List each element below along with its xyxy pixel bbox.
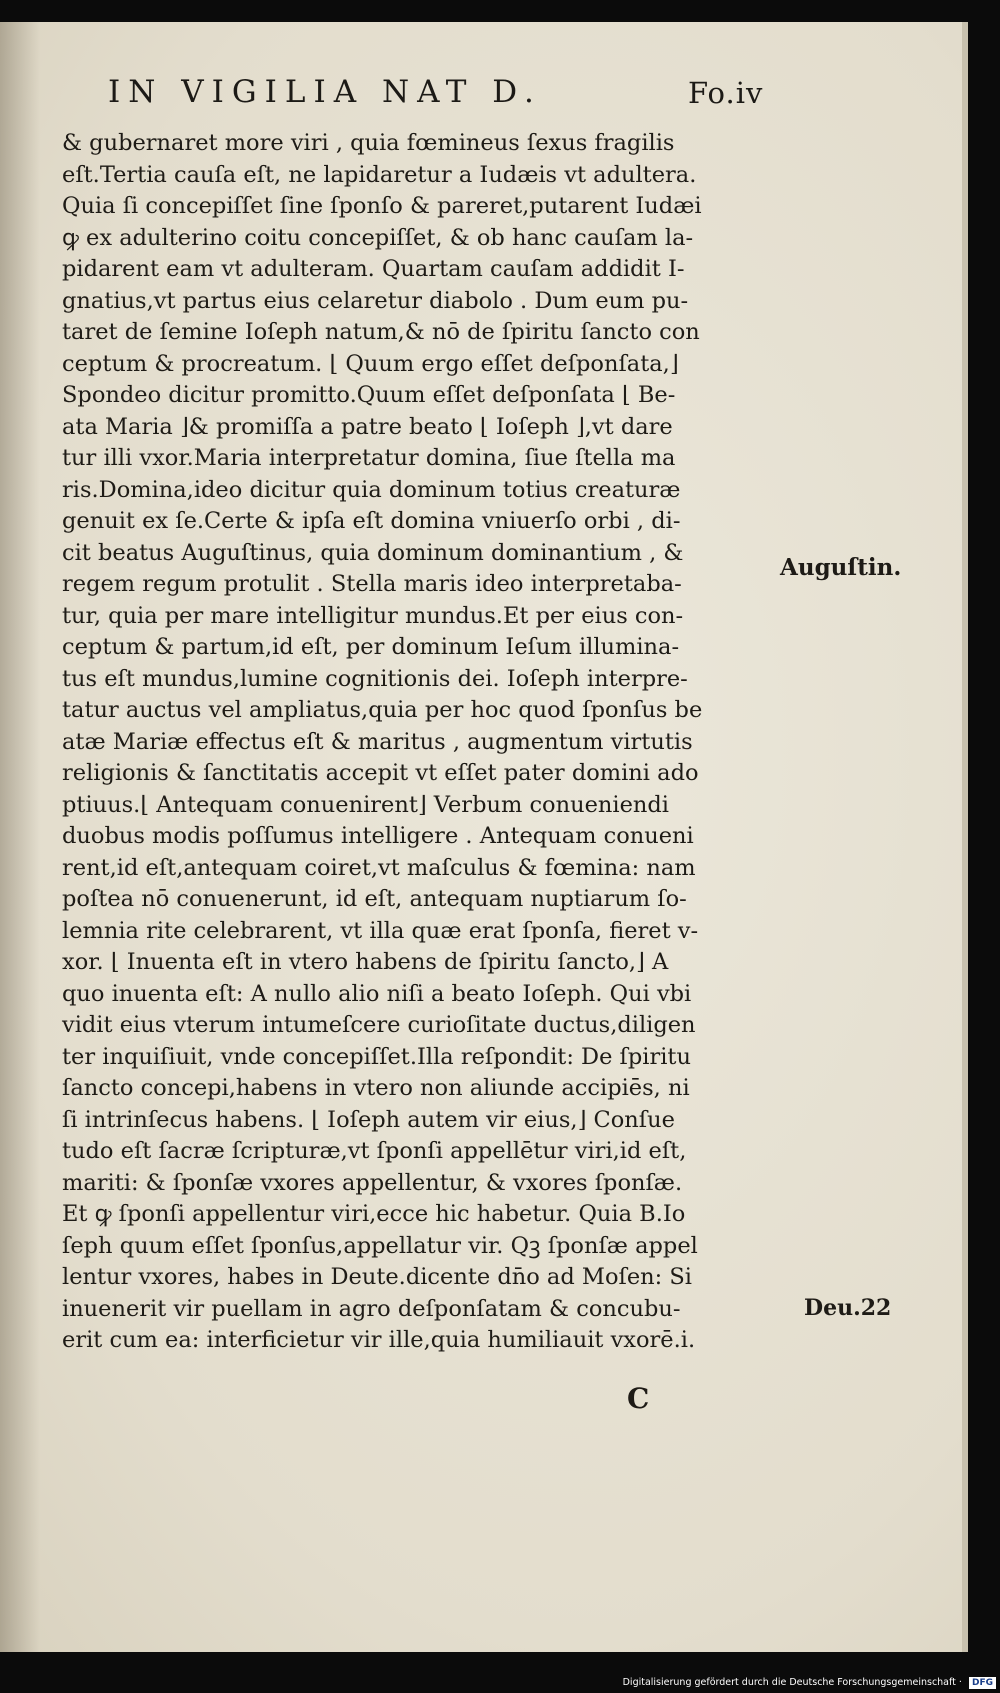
text-line: gnatius,vt partus eius celaretur diabolo . Dum eum pu- xyxy=(62,287,689,314)
text-line: atæ Mariæ effectus eſt & maritus , augmentum virtutis xyxy=(62,728,693,755)
text-line: religionis & ſanctitatis accepit vt eſſet pater domini ado xyxy=(62,760,699,786)
text-line: rent,id eſt,antequam coiret,vt maſculus & fœmina: nam xyxy=(62,854,696,881)
digitization-footer xyxy=(600,1677,996,1693)
text-line: regem regum protulit . Stella maris ideo interpretaba- xyxy=(62,571,682,597)
text-line: ꝙ ex adulterino coitu concepiſſet, & ob hanc cauſam la- xyxy=(62,224,694,251)
text-line: lentur vxores, habes in Deute.dicente dn̄o ad Moſen: Si xyxy=(62,1264,692,1290)
text-line: ſeph quum eſſet ſponſus,appellatur vir. Qꝫ ſponſæ appel xyxy=(62,1232,698,1259)
text-line: tudo eſt ſacræ ſcripturæ,vt ſponſi appellētur viri,id eſt, xyxy=(62,1138,687,1164)
text-line: tur illi vxor.Maria interpretatur domina, ſiue ſtella ma xyxy=(62,445,676,471)
page-edge xyxy=(962,22,968,1652)
text-line: Et ꝙ ſponſi appellentur viri,ecce hic habetur. Quia B.Io xyxy=(62,1201,686,1227)
folio-number: Fo.iv xyxy=(688,76,764,110)
book-page xyxy=(0,22,968,1652)
dfg-logo: DFG xyxy=(969,1677,996,1689)
text-line: taret de ſemine Ioſeph natum,& nō de ſpiritu ſancto con xyxy=(62,319,700,345)
text-line: ris.Domina,ideo dicitur quia dominum totius creaturæ xyxy=(62,476,681,503)
text-line: genuit ex ſe.Certe & ipſa eſt domina vniuerſo orbi , di- xyxy=(62,508,681,534)
marginal-note-deut: Deu.22 xyxy=(804,1295,892,1321)
footer-credit: Digitalisierung gefördert durch die Deutsche Forschungsgemeinschaft · xyxy=(622,1677,962,1688)
text-line: tur, quia per mare intelligitur mundus.Et per eius con- xyxy=(62,602,684,629)
text-line: duobus modis poſſumus intelligere . Antequam conueni xyxy=(62,823,694,849)
body-text xyxy=(62,128,782,1357)
text-line: tus eſt mundus,lumine cognitionis dei. Ioſeph interpre- xyxy=(62,665,688,692)
text-line: cit beatus Auguſtinus, quia dominum dominantium , & xyxy=(62,539,684,566)
signature-mark: C xyxy=(627,1382,650,1415)
marginal-note-augustin: Auguſtin. xyxy=(780,554,902,581)
text-line: tatur auctus vel ampliatus,quia per hoc quod ſponſus be xyxy=(62,697,703,723)
text-line: ptiuus.⌊ Antequam conuenirent⌋ Verbum conueniendi xyxy=(62,791,669,818)
text-line: xor. ⌊ Inuenta eſt in vtero habens de ſpiritu ſancto,⌋ A xyxy=(62,949,669,975)
text-line: ſancto concepi,habens in vtero non aliunde accipiēs, ni xyxy=(62,1075,690,1101)
text-line: erit cum ea: interficietur vir ille,quia humiliauit vxorē.i. xyxy=(62,1327,696,1353)
text-line: lemnia rite celebrarent, vt illa quæ erat ſponſa, fieret v- xyxy=(62,917,699,944)
running-head: IN VIGILIA NAT D. xyxy=(108,74,542,110)
text-line: mariti: & ſponſæ vxores appellentur, & vxores ſponſæ. xyxy=(62,1169,683,1196)
text-line: ſi intrinſecus habens. ⌊ Ioſeph autem vir eius,⌋ Conſue xyxy=(62,1106,675,1133)
gutter-shadow xyxy=(0,22,40,1652)
text-line: Spondeo dicitur promitto.Quum eſſet deſponſata ⌊ Be- xyxy=(62,382,676,408)
text-line: vidit eius vterum intumeſcere curioſitate ductus,diligen xyxy=(62,1012,696,1038)
text-line: pidarent eam vt adulteram. Quartam cauſam addidit I- xyxy=(62,256,685,282)
text-line: Quia ſi concepiſſet ſine ſponſo & pareret,putarent Iudæi xyxy=(62,193,702,219)
text-line: & gubernaret more viri , quia fœmineus ſexus fragilis xyxy=(62,130,675,156)
text-line: ter inquiſiuit, vnde concepiſſet.Illa reſpondit: De ſpiritu xyxy=(62,1043,691,1070)
text-line: quo inuenta eſt: A nullo alio niſi a beato Ioſeph. Qui vbi xyxy=(62,980,692,1007)
text-line: ceptum & procreatum. ⌊ Quum ergo eſſet deſponſata,⌋ xyxy=(62,350,679,377)
text-line: inuenerit vir puellam in agro deſponſatam & concubu- xyxy=(62,1295,681,1322)
text-line: ata Maria ⌋& promiſſa a patre beato ⌊ Ioſeph ⌋,vt dare xyxy=(62,413,673,440)
text-line: poſtea nō conuenerunt, id eſt, antequam nuptiarum ſo- xyxy=(62,886,687,912)
text-line: ceptum & partum,id eſt, per dominum Ieſum illumina- xyxy=(62,634,680,660)
text-line: eſt.Tertia cauſa eſt, ne lapidaretur a Iudæis vt adultera. xyxy=(62,161,697,188)
